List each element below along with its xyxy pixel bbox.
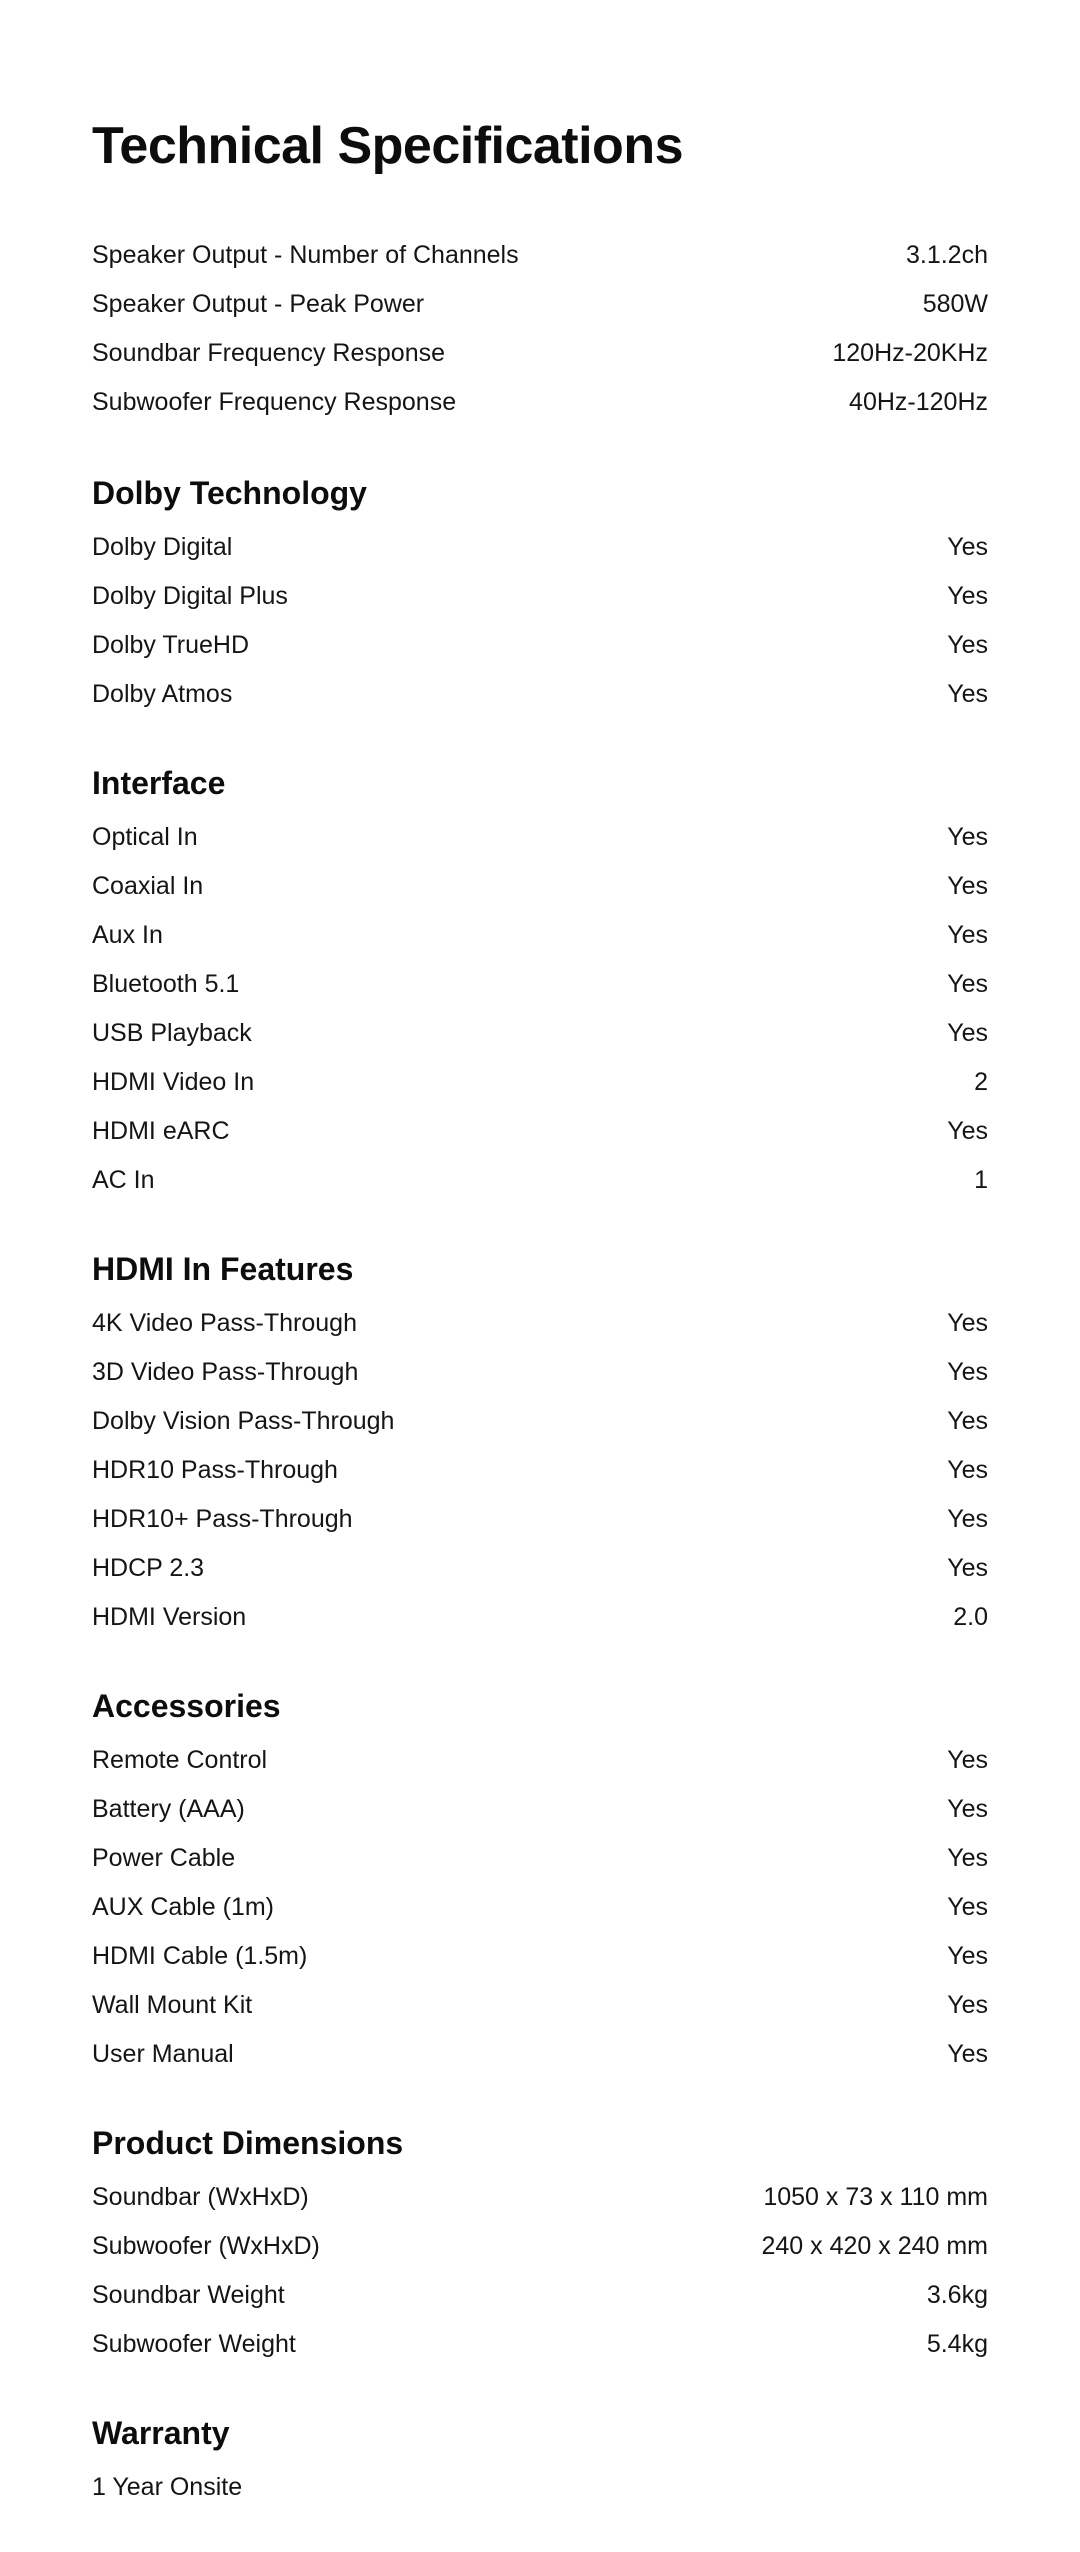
- spec-row: [92, 1107, 988, 1156]
- spec-value: Yes: [947, 1942, 988, 1971]
- spec-value: 40Hz-120Hz: [849, 388, 988, 417]
- spec-label: Aux In: [92, 921, 163, 950]
- spec-label: AC In: [92, 1166, 155, 1195]
- spec-row: [92, 1544, 988, 1593]
- spec-label: 4K Video Pass-Through: [92, 1309, 357, 1338]
- spec-label: HDMI eARC: [92, 1117, 230, 1146]
- spec-label: Remote Control: [92, 1746, 268, 1775]
- spec-value: Yes: [947, 970, 988, 999]
- spec-row: [92, 1932, 988, 1981]
- spec-row: [92, 1834, 988, 1883]
- spec-row: [92, 960, 988, 1009]
- spec-label: Dolby Atmos: [92, 680, 233, 709]
- spec-label: HDR10+ Pass-Through: [92, 1505, 353, 1534]
- spec-value: 580W: [922, 290, 988, 319]
- spec-value: 3.6kg: [926, 2281, 988, 2310]
- spec-row: [92, 1348, 988, 1397]
- spec-row: [92, 862, 988, 911]
- spec-section: [92, 2413, 988, 2512]
- spec-row: [92, 621, 988, 670]
- spec-row: [92, 1736, 988, 1785]
- spec-text: 1 Year Onsite: [92, 2473, 243, 2502]
- spec-row: [92, 1058, 988, 1107]
- section-title: Product Dimensions: [92, 2125, 404, 2162]
- spec-value: Yes: [947, 1456, 988, 1485]
- spec-label: HDMI Video In: [92, 1068, 255, 1097]
- spec-row: [92, 1446, 988, 1495]
- section-title: Dolby Technology: [92, 475, 367, 512]
- spec-value: Yes: [947, 1407, 988, 1436]
- spec-row: [92, 1009, 988, 1058]
- spec-row: [92, 813, 988, 862]
- spec-row: [92, 2271, 988, 2320]
- spec-row: [92, 2173, 988, 2222]
- spec-value: Yes: [947, 1844, 988, 1873]
- spec-row: [92, 280, 988, 329]
- spec-value: Yes: [947, 680, 988, 709]
- spec-value: Yes: [947, 1358, 988, 1387]
- spec-row: [92, 329, 988, 378]
- section-title: Interface: [92, 765, 226, 802]
- spec-value: Yes: [947, 2040, 988, 2069]
- spec-value: Yes: [947, 1309, 988, 1338]
- spec-value: Yes: [947, 1554, 988, 1583]
- spec-label: HDMI Version: [92, 1603, 247, 1632]
- spec-value: 5.4kg: [926, 2330, 988, 2359]
- spec-label: Wall Mount Kit: [92, 1991, 253, 2020]
- spec-value: Yes: [947, 1505, 988, 1534]
- spec-value: Yes: [947, 533, 988, 562]
- spec-label: Dolby Digital Plus: [92, 582, 288, 611]
- spec-row: [92, 1785, 988, 1834]
- spec-section: [92, 1249, 988, 1642]
- spec-label: HDCP 2.3: [92, 1554, 205, 1583]
- spec-value: Yes: [947, 872, 988, 901]
- spec-section: [92, 473, 988, 719]
- spec-label: Soundbar (WxHxD): [92, 2183, 309, 2212]
- spec-row: [92, 1593, 988, 1642]
- spec-row: [92, 378, 988, 427]
- spec-row: [92, 1495, 988, 1544]
- spec-row: [92, 1397, 988, 1446]
- spec-row: [92, 2320, 988, 2369]
- spec-row: [92, 911, 988, 960]
- spec-label: Dolby TrueHD: [92, 631, 249, 660]
- spec-label: Battery (AAA): [92, 1795, 245, 1824]
- spec-row: [92, 2030, 988, 2079]
- page-title: Technical Specifications: [92, 117, 684, 175]
- section-title: Accessories: [92, 1688, 281, 1725]
- specifications-sections: [92, 231, 988, 2512]
- spec-label: Subwoofer Frequency Response: [92, 388, 457, 417]
- spec-row: [92, 1156, 988, 1205]
- spec-value: Yes: [947, 1795, 988, 1824]
- spec-value: 1: [974, 1166, 988, 1195]
- spec-row: [92, 1299, 988, 1348]
- spec-row: [92, 572, 988, 621]
- spec-row: [92, 2222, 988, 2271]
- section-title: Warranty: [92, 2415, 230, 2452]
- spec-row: [92, 670, 988, 719]
- spec-value: Yes: [947, 1117, 988, 1146]
- spec-value: Yes: [947, 921, 988, 950]
- spec-value: 120Hz-20KHz: [832, 339, 988, 368]
- spec-label: HDMI Cable (1.5m): [92, 1942, 308, 1971]
- spec-value: 1050 x 73 x 110 mm: [763, 2183, 988, 2212]
- spec-label: 3D Video Pass-Through: [92, 1358, 359, 1387]
- spec-value: Yes: [947, 1019, 988, 1048]
- spec-row: [92, 1981, 988, 2030]
- spec-value: Yes: [947, 582, 988, 611]
- spec-label: Bluetooth 5.1: [92, 970, 240, 999]
- spec-label: Subwoofer Weight: [92, 2330, 296, 2359]
- spec-value: 240 x 420 x 240 mm: [761, 2232, 988, 2261]
- spec-section: [92, 763, 988, 1205]
- spec-value: 2: [974, 1068, 988, 1097]
- spec-label: Power Cable: [92, 1844, 236, 1873]
- spec-value: 3.1.2ch: [905, 241, 988, 270]
- spec-row: [92, 523, 988, 572]
- spec-label: AUX Cable (1m): [92, 1893, 274, 1922]
- spec-row: [92, 231, 988, 280]
- spec-value: Yes: [947, 631, 988, 660]
- spec-section: [92, 2123, 988, 2369]
- spec-section: [92, 231, 988, 427]
- spec-row: [92, 1883, 988, 1932]
- spec-label: Speaker Output - Number of Channels: [92, 241, 519, 270]
- spec-label: Subwoofer (WxHxD): [92, 2232, 320, 2261]
- spec-value: Yes: [947, 823, 988, 852]
- spec-label: Dolby Digital: [92, 533, 233, 562]
- spec-value: Yes: [947, 1991, 988, 2020]
- spec-label: USB Playback: [92, 1019, 252, 1048]
- spec-label: User Manual: [92, 2040, 234, 2069]
- spec-label: Speaker Output - Peak Power: [92, 290, 425, 319]
- spec-section: [92, 1686, 988, 2079]
- spec-label: Optical In: [92, 823, 198, 852]
- spec-label: Dolby Vision Pass-Through: [92, 1407, 395, 1436]
- spec-label: Soundbar Frequency Response: [92, 339, 446, 368]
- spec-label: Coaxial In: [92, 872, 204, 901]
- spec-label: Soundbar Weight: [92, 2281, 285, 2310]
- section-title: HDMI In Features: [92, 1251, 354, 1288]
- spec-value: Yes: [947, 1893, 988, 1922]
- spec-value: Yes: [947, 1746, 988, 1775]
- spec-label: HDR10 Pass-Through: [92, 1456, 338, 1485]
- spec-value: 2.0: [953, 1603, 988, 1632]
